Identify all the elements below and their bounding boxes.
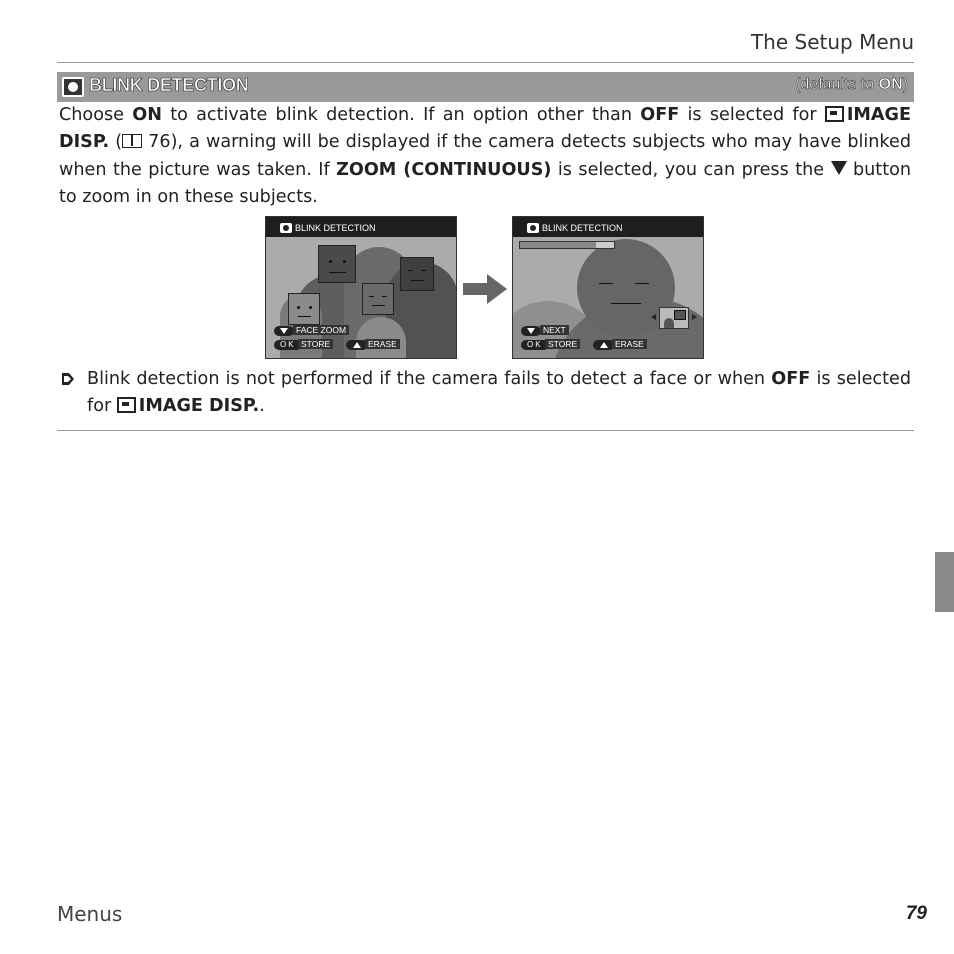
- prev-face-icon: [651, 314, 656, 320]
- page-reference-icon: [122, 134, 142, 148]
- page-number: 79: [905, 903, 927, 924]
- face-frame: [288, 293, 320, 325]
- blink-detection-icon: [280, 223, 292, 233]
- screen-title-bar: [266, 217, 456, 237]
- body-text-1: Choose: [59, 105, 133, 125]
- image-disp-icon: [825, 106, 844, 122]
- note-text-2: is selected for: [87, 369, 911, 417]
- camera-screen-zoomed-face: [512, 216, 704, 359]
- face-frame: [400, 257, 434, 291]
- screen-title-bar: [513, 217, 703, 237]
- header-divider: [57, 62, 914, 63]
- body-text-6: is selected, you can press the: [551, 159, 831, 180]
- blink-detection-icon: [62, 77, 84, 97]
- section-title: BLINK DETECTION: [89, 75, 249, 95]
- chapter-tab: [935, 552, 954, 612]
- down-button-icon: [274, 326, 294, 336]
- option-off: OFF: [640, 105, 680, 125]
- zoom-indicator-bar: [519, 241, 615, 249]
- camera-screen-group-photo: [265, 216, 457, 359]
- body-paragraph: [59, 102, 911, 211]
- section-heading-bar: [57, 72, 914, 102]
- face-frame: [362, 283, 394, 315]
- face-navigator-thumbnail: [659, 307, 689, 329]
- footer-section-name: Menus: [57, 902, 123, 926]
- face-frame: [318, 245, 356, 283]
- body-text-4: (: [109, 132, 123, 153]
- section-divider: [57, 430, 914, 431]
- blink-detection-icon: [527, 223, 539, 233]
- screen-title: BLINK DETECTION: [295, 223, 376, 233]
- option-zoom-continuous: ZOOM (CONTINUOUS): [336, 159, 552, 180]
- note-tag-icon: [61, 372, 75, 386]
- arrow-right-icon: [463, 274, 507, 304]
- note-text: [87, 366, 911, 421]
- silhouette-body: [356, 317, 406, 359]
- default-value: ON: [878, 76, 903, 93]
- ok-button-icon: OK: [274, 340, 302, 350]
- body-text-3: is selected for: [679, 105, 825, 125]
- body-text-2: to activate blink detection. If an option other than: [161, 105, 641, 125]
- note-text-1: Blink detection is not performed if the camera fails to detect a face or when: [87, 369, 772, 389]
- section-default: [795, 76, 908, 94]
- down-arrow-icon: [831, 161, 847, 175]
- running-header: The Setup Menu: [750, 30, 914, 54]
- option-off: OFF: [771, 369, 811, 389]
- down-button-icon: [521, 326, 541, 336]
- store-label: STORE: [545, 339, 580, 349]
- next-label: NEXT: [540, 325, 569, 335]
- body-text-7: button to zoom in on these subjects.: [59, 159, 912, 207]
- ok-button-icon: OK: [521, 340, 549, 350]
- store-label: STORE: [298, 339, 333, 349]
- option-image-disp: IMAGE DISP.: [59, 105, 911, 153]
- default-suffix: ): [902, 76, 908, 93]
- option-on: ON: [132, 105, 162, 125]
- body-text-5: 76), a warning will be displayed if the camera detects subjects who may have blinked when the picture was taken. If: [59, 132, 911, 180]
- face-zoom-label: FACE ZOOM: [293, 325, 349, 335]
- screen-title: BLINK DETECTION: [542, 223, 623, 233]
- image-disp-icon: [117, 397, 136, 413]
- next-face-icon: [692, 314, 697, 320]
- erase-label: ERASE: [612, 339, 647, 349]
- option-image-disp: IMAGE DISP.: [138, 396, 260, 417]
- default-prefix: (defaults to: [795, 76, 879, 93]
- note-text-3: .: [259, 396, 265, 417]
- erase-label: ERASE: [365, 339, 400, 349]
